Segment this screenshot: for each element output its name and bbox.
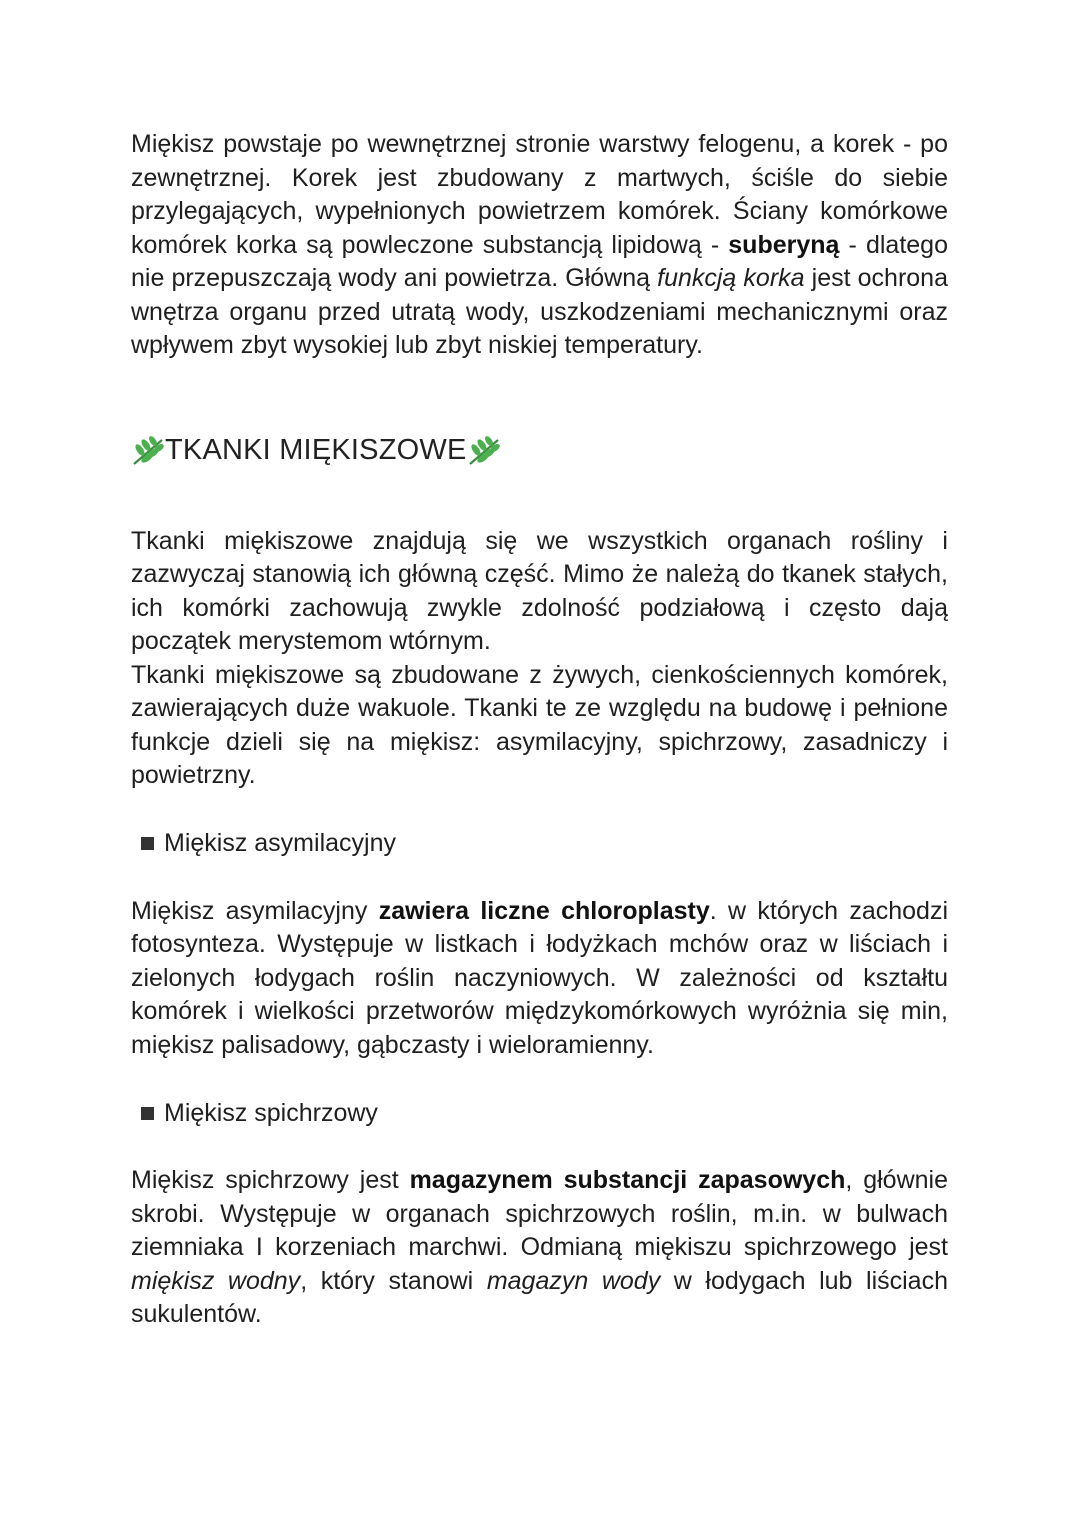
leaf-icon	[131, 436, 165, 466]
section-title-assimilation	[131, 827, 948, 861]
text-run: Tkanki miękiszowe znajdują się we wszystkich organach rośliny i zazwyczaj stanowią ich główną część. Mimo że należą do tkanek stałych, ich komórki zachowują zwykle zdolność podziałową i często dają początek merystemom wtórnym.	[131, 526, 948, 655]
text-run: Miękisz asymilacyjny	[131, 896, 379, 925]
italic-term-cork-function: funkcją korka	[657, 264, 805, 292]
text-run: w łodygach lub liściach sukulentów.	[131, 1266, 948, 1328]
text-run: Miękisz spichrzowy jest	[131, 1166, 410, 1194]
section-heading	[131, 429, 948, 473]
italic-term-water-storage: magazyn wody	[486, 1266, 661, 1295]
section-title-storage	[131, 1096, 948, 1130]
paragraph-storage	[131, 1164, 948, 1332]
section-title-text: Miękisz asymilacyjny	[164, 829, 396, 857]
bold-term-chloroplasts: zawiera liczne chloroplasty	[378, 896, 710, 925]
bold-term-suberin: suberyną	[728, 230, 840, 259]
square-bullet-icon	[141, 1107, 154, 1120]
paragraph-cork	[131, 128, 948, 363]
section-title-text: Miękisz spichrzowy	[164, 1098, 378, 1127]
leaf-icon	[467, 436, 501, 466]
square-bullet-icon	[141, 837, 154, 850]
paragraph-parenchyma-intro	[131, 525, 948, 659]
text-run: . w których zachodzi fotosynteza. Występuje w listkach i łodyżkach mchów oraz w liściach i zielonych łodygach roślin naczyniowych. W zależności od kształtu komórek i wielkości przetworów międzykomórkowych wyróżnia się min, miękisz palisadowy, gąbczasty i wieloramienny.	[131, 896, 948, 1059]
text-run: jest ochrona wnętrza organu przed utratą wody, uszkodzeniami mechanicznymi oraz wpływem zbyt wysokiej lub zbyt niskiej temperatury.	[131, 264, 948, 359]
text-run: Miękisz powstaje po wewnętrznej stronie warstwy felogenu, a korek - po zewnętrznej. Korek jest zbudowany z martwych, ściśle do siebie przylegających, wypełnionych powietrzem komórek. Ściany komórkowe komórek korka są powleczone substancją lipidową -	[131, 130, 948, 259]
paragraph-parenchyma-types	[131, 659, 948, 793]
spacer	[131, 473, 948, 525]
paragraph-assimilation	[131, 895, 948, 1063]
bold-term-storage: magazynem substancji zapasowych	[409, 1166, 846, 1194]
document-page	[131, 128, 948, 1332]
text-run: , który stanowi	[300, 1266, 487, 1295]
heading-title: TKANKI MIĘKISZOWE	[165, 434, 467, 466]
text-run: Tkanki miękiszowe są zbudowane z żywych, cienkościennych komórek, zawierających duże wakuole. Tkanki te ze względu na budowę i pełnione funkcje dzieli się na miękisz: asymilacyjny, spichrzowy, zasadniczy i powietrzny.	[131, 660, 948, 789]
italic-term-water-parenchyma: miękisz wodny	[131, 1266, 301, 1295]
text-run: , głównie skrobi. Występuje w organach spichrzowych roślin, m.in. w bulwach ziemniaka I korzeniach marchwi. Odmianą miękiszu spichrzowego jest	[131, 1166, 949, 1261]
text-run: - dlatego nie przepuszczają wody ani powietrza. Główną	[131, 230, 948, 292]
